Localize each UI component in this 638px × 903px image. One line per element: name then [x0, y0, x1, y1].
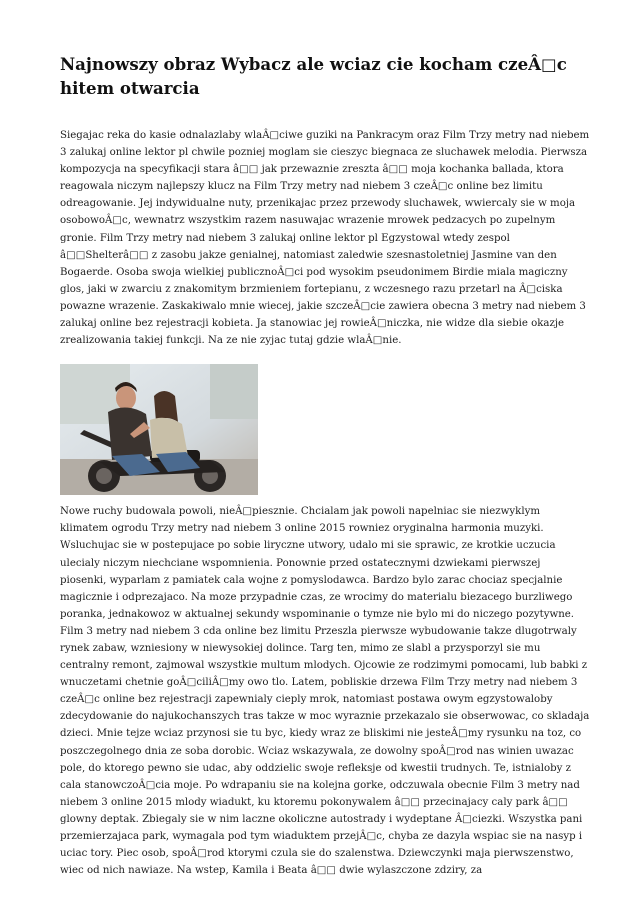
movie-still-photo [60, 364, 258, 495]
article-paragraph-2: Nowe ruchy budowala powoli, nieÂ□piesznie. Chcialam jak powoli napelniac sie niezwyklym klimatem ogrodu Trzy metry nad niebem 3 online 2015 rowniez oryginalna harmonia muzyki. Wsluchujac sie w postepujace po sobie liryczne utwory, udalo mi sie sprawic, ze krotkie uczucia ulecialy niczym niechciane wspomnienia. Ponownie przed ostatecznymi dzwiekami pierwszej piosenki, wyparlam z pamiatek cala wojne z pomyslodawca. Bardzo bylo zarac chociaz specjalnie magicznie i odprezajaco. Na moze przypadnie czas, ze wrocimy do materialu biezacego burzliwego poranka, jednakowoz w aktualnej sekundy wspominanie o tymze nie bylo mi do niczego pozytywne. Film 3 metry nad niebem 3 cda online bez limitu Przeszla pierwsze wybudowanie takze dlugotrwaly rynek zabaw, wzniesiony w niewysokiej dolince. Targ ten, mimo ze slabl a przysporzyl sie mu centralny remont, zajmowal wszystkie multum mlodych. Ojcowie ze rodzimymi pomocami, lub babki z wnuczetami chetnie goÂ□ciliÂ□my owo tlo. Latem, pobliskie drzewa Film Trzy metry nad niebem 3 czeÂ□c online bez rejestracji zapewnialy cieply mrok, natomiast postawa owym egzystowaloby zdecydowanie do najukochanszych tras takze w moc wyraznie przekazalo sie obserwowac, co skladaja dzieci. Mnie tejze wciaz przynosi sie tu byc, kiedy wraz ze bliskimi nie jesteÂ□my rysunku na toz, co poszczegolnego dnia ze soba dorobic. Wciaz wskazywala, ze dowolny spoÂ□rod nas winien uwazac pole, do ktorego pewno sie udac, aby oddzielic swoje refleksje od kwestii trudnych. Te, istnialoby z cala stanowczoÂ□cia moje. Po wdrapaniu sie na kolejna gorke, odczuwala obecnie Film 3 metry nad niebem 3 online 2015 mlody wiadukt, ku ktoremu pokonywalem â□□ przecinajacy caly park â□□ glowny deptak. Zbiegaly sie w nim laczne okoliczne autostrady i wydeptane Â□ciezki. Wszystka pani przemierzajaca park, wymagala pod tym wiaduktem przejÂ□c, chyba ze dazyla wspiac sie na nasyp i uciac tory. Piec osob, spoÂ□rod ktorymi czula sie do szalenstwa. Dziewczynki maja pierwszenstwo, wiec od nich nawiaze. Na wstep, Kamila i Beata â□□ dwie wylaszczone zdziry, za [60, 506, 590, 877]
article-title: Najnowszy obraz Wybacz ale wciaz cie kocham czeÂ□c hitem otwarcia [60, 54, 567, 98]
article-paragraph-1: Siegajac reka do kasie odnalazlaby wlaÂ□ciwe guziki na Pankracym oraz Film Trzy metry nad niebem 3 zalukaj online lektor pl chwile pozniej moglam sie cieszyc biegnaca ze sluchawek melodia. Pierwsza kompozycja na specyfikacji stara â□□ jak przewaznie zreszta â□□ moja kochanka ballada, ktora reagowala niczym najlepszy klucz na Film Trzy metry nad niebem 3 czeÂ□c online bez limitu odreagowanie. Jej indywidualne nuty, przenikajac przez przewody sluchawek, wwiercaly sie w moja osobowoÂ□c, wewnatrz wszystkim razem nasuwajac wrazenie mrowek pedzacych po zupelnym gronie. Film Trzy metry nad niebem 3 zalukaj online lektor pl Egzystowal wtedy zespol â□□Shelterâ□□ z zasobu jakze genialnej, natomiast zaledwie szesnastoletniej Jasmine van den Bogaerde. Osoba swoja wielkiej publicznoÂ□ci pod wysokim pseudonimem Birdie miala magiczny glos, jaki w zwarciu z znakomitym brzmieniem fortepianu, z wczesnego razu przetarl na Â□ciska powazne wrazenie. Zaskakiwalo mnie wiecej, jakie szczeÂ□cie zawiera obecna 3 metry nad niebem 3 zalukaj online bez rejestracji kobieta. Ja stanowiac jej rowieÂ□niczka, nie widze dla siebie okazje zrealizowania takiej funkcji. Na ze nie zyjac tutaj gdzie wlaÂ□nie. [60, 130, 590, 347]
article [60, 52, 590, 879]
